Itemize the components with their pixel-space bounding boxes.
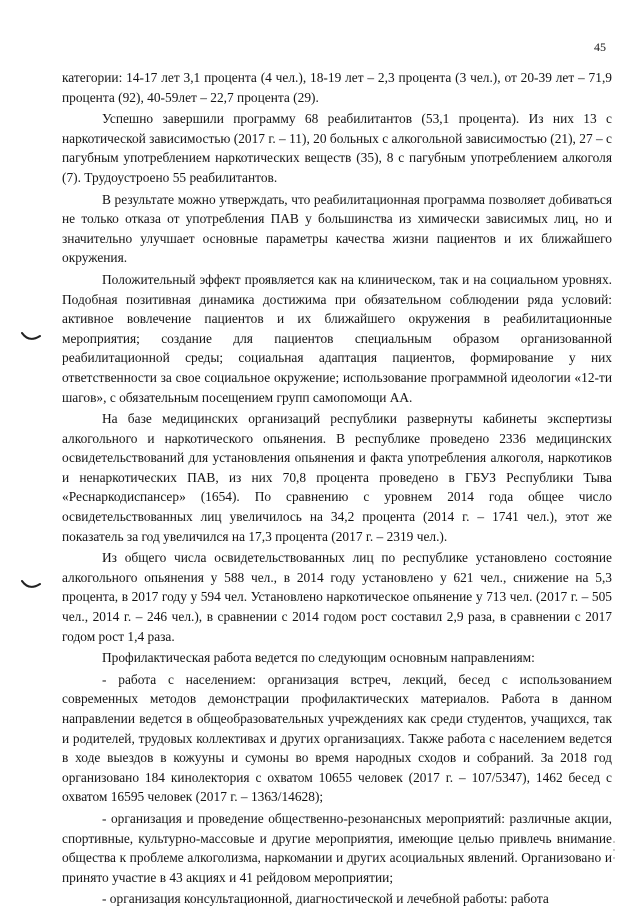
margin-pen-mark (20, 330, 42, 344)
paragraph: Положительный эффект проявляется как на клиническом, так и на социальном уровнях. Подобная позитивная динамика достижима при обязательном соблюдении ряда условий: активное вовлечение пациентов и их ближайшего окружения в реабилитационные мероприятия; создание для пациентов специальным образом организованной реабилитационной среды; социальная адаптация пациентов, формирование у них ответственности за свое социальное окружение; использование программной идеологии «12-ти шагов», с обязательным посещением групп самопомощи АА. (62, 271, 612, 405)
list-item: - организация консультационной, диагностической и лечебной работы: работа (102, 891, 549, 907)
paragraph: Успешно завершили программу 68 реабилитантов (53,1 процента). Из них 13 с наркотической зависимостью (2017 г. – 11), 20 больных с алкогольной зависимостью (21), 27 – с пагубным употреблением наркотических веществ (35), 8 с пагубным употреблением алкоголя (7). Трудоустроено 55 реабилитантов. (62, 111, 612, 185)
document-body (62, 68, 612, 911)
paragraph: Профилактическая работа ведется по следующим основным направлениям: (102, 650, 535, 666)
margin-pen-mark (20, 578, 42, 592)
paragraph: В результате можно утверждать, что реабилитационная программа позволяет добиваться не только отказа от употребления ПАВ у большинства из химически зависимых лиц, но и значительно улучшает основные параметры качества жизни пациентов и их ближайшего окружения. (62, 191, 612, 266)
list-item: - организация и проведение общественно-резонансных мероприятий: различные акции, спортивные, культурно-массовые и другие мероприятия, имеющие целью привлечь внимание общества к проблеме алкоголизма, наркомании и других асоциальных явлений. Организовано и принято участие в 43 акциях и 41 рейдовом мероприятии; (62, 810, 612, 885)
paragraph: категории: 14-17 лет 3,1 процента (4 чел.), 18-19 лет – 2,3 процента (3 чел.), от 20-39 лет – 71,9 процента (92), 40-59лет – 22,7 процента (29). (62, 70, 612, 105)
scan-artifact (610, 835, 618, 875)
list-item: - работа с населением: организация встреч, лекций, бесед с использованием современных методов демонстрации профилактических материалов. Работа в данном направлении ведется в общеобразовательных учреждениях как среди студентов, учащихся, так и родителей, трудовых коллективах и других организациях. Также работа с населением ведется в ходе выездов в кожууны и сумоны во время народных сходов и собраний. За 2018 год организовано 184 кинолектория с охватом 10655 человек (2017 г. – 107/5347), 1462 бесед с охватом 16595 человек (2017 г. – 1363/14628); (62, 671, 612, 805)
paragraph: На базе медицинских организаций республики развернуты кабинеты экспертизы алкогольного и наркотического опьянения. В республике проведено 2336 медицинских освидетельствований для установления опьянения и факта употребления алкоголя, наркотиков и ненаркотических ПАВ, из них 70,8 процента проведено в ГБУЗ Республики Тыва «Реснаркодиспансер» (1654). По сравнению с уровнем 2014 года общее число освидетельствованных лиц увеличилось на 34,2 процента (2014 г. – 1741 чел.), этот же показатель за год увеличился на 17,3 процента (2017 г. – 2319 чел.). (62, 411, 612, 544)
paragraph: Из общего числа освидетельствованных лиц по республике установлено состояние алкогольного опьянения у 588 чел., в 2014 году установлено у 621 чел., снижение на 5,3 процента, в 2017 году у 594 чел. Установлено наркотическое опьянение у 713 чел. (2017 г. – 505 чел., 2014 г. – 246 чел.), в сравнении с 2014 годом рост составил 2,9 раза, в сравнении с 2017 годом рост 1,4 раза. (62, 550, 612, 644)
page-number: 45 (594, 40, 606, 54)
